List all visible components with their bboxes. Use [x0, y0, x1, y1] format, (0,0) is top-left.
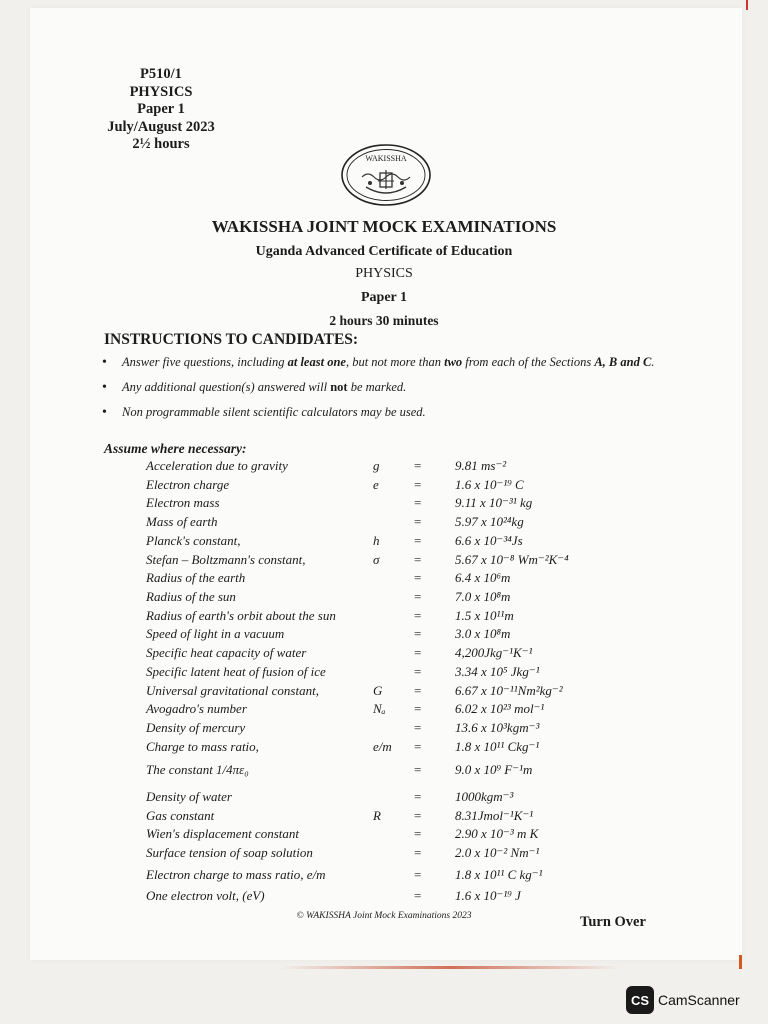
logo-text: WAKISSHA	[365, 154, 407, 163]
constant-name: Charge to mass ratio,	[146, 739, 259, 754]
constant-name: Radius of the earth	[146, 570, 246, 585]
constant-row	[0, 825, 768, 844]
constant-symbol: e/m	[373, 739, 392, 754]
constant-name: Radius of the sun	[146, 589, 236, 604]
equals-sign: =	[414, 608, 422, 623]
constant-symbol: G	[373, 683, 383, 698]
constant-row	[0, 644, 768, 663]
constant-value: 3.0 x 10⁸m	[455, 626, 511, 641]
constant-name: Avogadro's number	[146, 701, 247, 716]
constant-row	[0, 476, 768, 495]
constant-name: Stefan – Boltzmann's constant,	[146, 552, 306, 567]
scan-edge-mark	[746, 0, 748, 10]
constant-name: Mass of earth	[146, 514, 218, 529]
instruction-item: • Non programmable silent scientific calculators may be used.	[100, 405, 660, 420]
constant-row	[0, 700, 768, 719]
constant-name: Specific heat capacity of water	[146, 645, 307, 660]
constant-value: 3.34 x 10⁵ Jkg⁻¹	[455, 664, 540, 679]
constant-row	[0, 807, 768, 826]
equals-sign: =	[414, 626, 422, 641]
constant-row	[0, 532, 768, 551]
constant-name: Surface tension of soap solution	[146, 845, 313, 860]
constant-value: 4,200Jkg⁻¹K⁻¹	[455, 645, 533, 660]
constants-table	[0, 457, 768, 907]
certificate-title: Uganda Advanced Certificate of Education	[255, 244, 513, 259]
equals-sign: =	[414, 514, 422, 529]
instruction-item: • Any additional question(s) answered will not be marked.	[100, 380, 660, 395]
constant-row	[0, 607, 768, 626]
constant-symbol: σ	[373, 552, 380, 567]
exam-title: WAKISSHA JOINT MOCK EXAMINATIONS	[211, 217, 557, 236]
constant-row	[0, 494, 768, 513]
constant-value: 1000kgm⁻³	[455, 789, 514, 804]
constant-name: Planck's constant,	[146, 533, 241, 548]
constant-row	[0, 588, 768, 607]
equals-sign: =	[414, 683, 422, 698]
copyright-footer: © WAKISSHA Joint Mock Examinations 2023	[296, 911, 472, 921]
equals-sign: =	[414, 701, 422, 716]
constant-row	[0, 887, 768, 906]
constant-name: Universal gravitational constant,	[146, 683, 319, 698]
constant-value: 1.8 x 10¹¹ C kg⁻¹	[455, 867, 543, 882]
scan-edge-mark	[739, 955, 742, 969]
equals-sign: =	[414, 867, 422, 882]
constant-value: 5.97 x 10²⁴kg	[455, 514, 524, 529]
equals-sign: =	[414, 845, 422, 860]
constant-name: Radius of earth's orbit about the sun	[146, 608, 336, 623]
equals-sign: =	[414, 826, 422, 841]
constant-row	[0, 569, 768, 588]
constant-value: 8.31Jmol⁻¹K⁻¹	[455, 808, 534, 823]
camscanner-logo-icon: CS	[626, 986, 654, 1014]
equals-sign: =	[414, 762, 422, 777]
constant-value: 6.4 x 10⁶m	[455, 570, 511, 585]
constant-row	[0, 866, 768, 885]
constant-name: Density of mercury	[146, 720, 246, 735]
equals-sign: =	[414, 645, 422, 660]
constant-name: Electron charge	[146, 477, 230, 492]
constant-symbol: g	[373, 458, 380, 473]
constant-row	[0, 551, 768, 570]
paper-header	[96, 66, 226, 154]
constant-name: One electron volt, (eV)	[146, 888, 265, 903]
equals-sign: =	[414, 495, 422, 510]
constant-value: 2.90 x 10⁻³ m K	[455, 826, 539, 841]
equals-sign: =	[414, 552, 422, 567]
constant-name: Electron charge to mass ratio, e/m	[146, 867, 326, 882]
paper-session: July/August 2023	[107, 118, 215, 135]
constant-value: 1.5 x 10¹¹m	[455, 608, 514, 623]
constant-name: Density of water	[146, 789, 232, 804]
constant-name: Speed of light in a vacuum	[146, 626, 285, 641]
scan-bottom-line	[280, 966, 620, 969]
constant-row	[0, 513, 768, 532]
constant-name: The constant 1/4πε₀	[146, 762, 249, 777]
equals-sign: =	[414, 458, 422, 473]
constant-name: Gas constant	[146, 808, 215, 823]
equals-sign: =	[414, 477, 422, 492]
constant-name: Wien's displacement constant	[146, 826, 299, 841]
constant-row	[0, 457, 768, 476]
constant-value: 9.81 ms⁻²	[455, 458, 507, 473]
constant-value: 7.0 x 10⁸m	[455, 589, 511, 604]
constant-value: 13.6 x 10³kgm⁻³	[455, 720, 540, 735]
instructions-list	[100, 355, 660, 430]
equals-sign: =	[414, 888, 422, 903]
equals-sign: =	[414, 720, 422, 735]
constant-value: 6.67 x 10⁻¹¹Nm²kg⁻²	[455, 683, 563, 698]
constant-value: 1.6 x 10⁻¹⁹ J	[455, 888, 521, 903]
constant-symbol: R	[373, 808, 381, 823]
equals-sign: =	[414, 589, 422, 604]
subject-title: PHYSICS	[355, 266, 413, 281]
constant-symbol: Nₐ	[373, 701, 386, 716]
constant-row	[0, 682, 768, 701]
constant-row	[0, 788, 768, 807]
equals-sign: =	[414, 789, 422, 804]
constant-name: Specific latent heat of fusion of ice	[146, 664, 326, 679]
equals-sign: =	[414, 808, 422, 823]
constant-value: 5.67 x 10⁻⁸ Wm⁻²K⁻⁴	[455, 552, 569, 567]
camscanner-watermark	[626, 985, 740, 1015]
paper-title: Paper 1	[360, 290, 407, 305]
constant-value: 9.0 x 10⁹ F⁻¹m	[455, 762, 533, 777]
equals-sign: =	[414, 664, 422, 679]
constant-row	[0, 761, 768, 780]
paper-number: Paper 1	[137, 101, 185, 117]
constant-value: 1.8 x 10¹¹ Ckg⁻¹	[455, 739, 540, 754]
constant-symbol: e	[373, 477, 379, 492]
wakissha-seal-logo	[340, 143, 432, 207]
paper-subject: PHYSICS	[129, 83, 193, 100]
constant-value: 6.02 x 10²³ mol⁻¹	[455, 701, 545, 716]
constant-symbol: h	[373, 533, 380, 548]
constant-row	[0, 625, 768, 644]
duration-title: 2 hours 30 minutes	[329, 313, 439, 328]
paper-duration: 2½ hours	[132, 136, 190, 152]
constant-row	[0, 844, 768, 863]
turn-over-label: Turn Over	[580, 914, 646, 930]
constant-row	[0, 663, 768, 682]
constant-row	[0, 719, 768, 738]
equals-sign: =	[414, 739, 422, 754]
equals-sign: =	[414, 570, 422, 585]
constant-name: Acceleration due to gravity	[146, 458, 288, 473]
instructions-heading: INSTRUCTIONS TO CANDIDATES:	[104, 331, 359, 348]
paper-code: P510/1	[140, 66, 182, 82]
assume-heading: Assume where necessary:	[104, 441, 247, 456]
equals-sign: =	[414, 533, 422, 548]
constant-row	[0, 738, 768, 757]
constant-value: 2.0 x 10⁻² Nm⁻¹	[455, 845, 540, 860]
constant-name: Electron mass	[146, 495, 220, 510]
instruction-item: • Answer five questions, including at least one, but not more than two from each of the Sections A, B and C.	[100, 355, 660, 370]
constant-value: 9.11 x 10⁻³¹ kg	[455, 495, 533, 510]
constant-value: 1.6 x 10⁻¹⁹ C	[455, 477, 524, 492]
camscanner-label: CamScanner	[658, 992, 740, 1008]
constant-value: 6.6 x 10⁻³⁴Js	[455, 533, 523, 548]
